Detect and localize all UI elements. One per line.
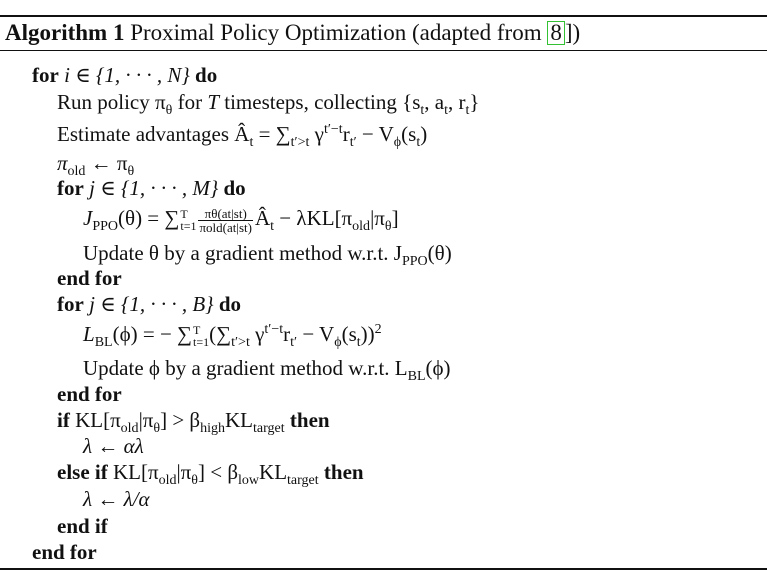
algorithm-title-end: ]) <box>564 20 581 45</box>
lbl-line: $L_{BL}(\phi)$ = − ∑ T t=1 ($\sum_{t'>t}$ $\gamma^{t'-t}r_{t'} - V_\phi(s_t))^2$ <box>83 322 382 351</box>
for-i-line: for i ∈ {1, · · · , N} do <box>32 63 218 87</box>
end-for-outer-line: end for <box>32 540 97 564</box>
end-for-line-1: end for <box>57 266 122 290</box>
algorithm-title: Proximal Policy Optimization (adapted from <box>130 20 548 45</box>
update-phi-line: Update ϕ by a gradient method w.r.t. $L_{BL}(\phi)$ <box>83 356 451 385</box>
citation-link[interactable]: 8 <box>547 21 565 45</box>
end-if-line: end if <box>57 514 108 538</box>
else-if-line: else if $KL[\pi_{old}|\pi_\theta] < \beta_{low}KL_{target}$ then <box>57 460 364 489</box>
bottom-rule <box>0 568 767 570</box>
run-policy-line: Run policy $\pi_\theta$ for T timesteps, collecting {$s_t$, $a_t$, $r_t$} <box>57 90 480 119</box>
pi-old-line: $\pi_{old}$ ← $\pi_\theta$ <box>57 151 135 180</box>
algorithm-label: Algorithm 1 <box>5 20 125 45</box>
for-j-line-2: for j ∈ {1, · · · , B} do <box>57 292 242 316</box>
lambda-increase-line: λ ← αλ <box>83 434 144 458</box>
update-theta-line: Update θ by a gradient method w.r.t. $J_{PPO}(\theta)$ <box>83 241 452 270</box>
caption-rule <box>0 50 767 51</box>
estimate-advantages-line: Estimate advantages $Â_t = \sum_{t'>t}$ $\gamma^{t'-t}r_{t'} - V_\phi(s_t)$ <box>57 122 428 151</box>
jppo-line: $J_{PPO}(\theta)$ = ∑ T t=1 $\frac{\pi\theta(at|st)}{\text{πold(at|st)}}$ $Â_t - \lambda KL[\pi_{old}|\pi_\theta]$ <box>83 205 399 235</box>
for-j-line-1: for j ∈ {1, · · · , M} do <box>57 176 246 200</box>
end-for-line-2: end for <box>57 382 122 406</box>
if-line: if $KL[\pi_{old}|\pi_\theta] > \beta_{high}KL_{target}$ then <box>57 408 330 437</box>
algorithm-caption <box>5 16 580 50</box>
lambda-decrease-line: λ ← λ/α <box>83 487 150 511</box>
